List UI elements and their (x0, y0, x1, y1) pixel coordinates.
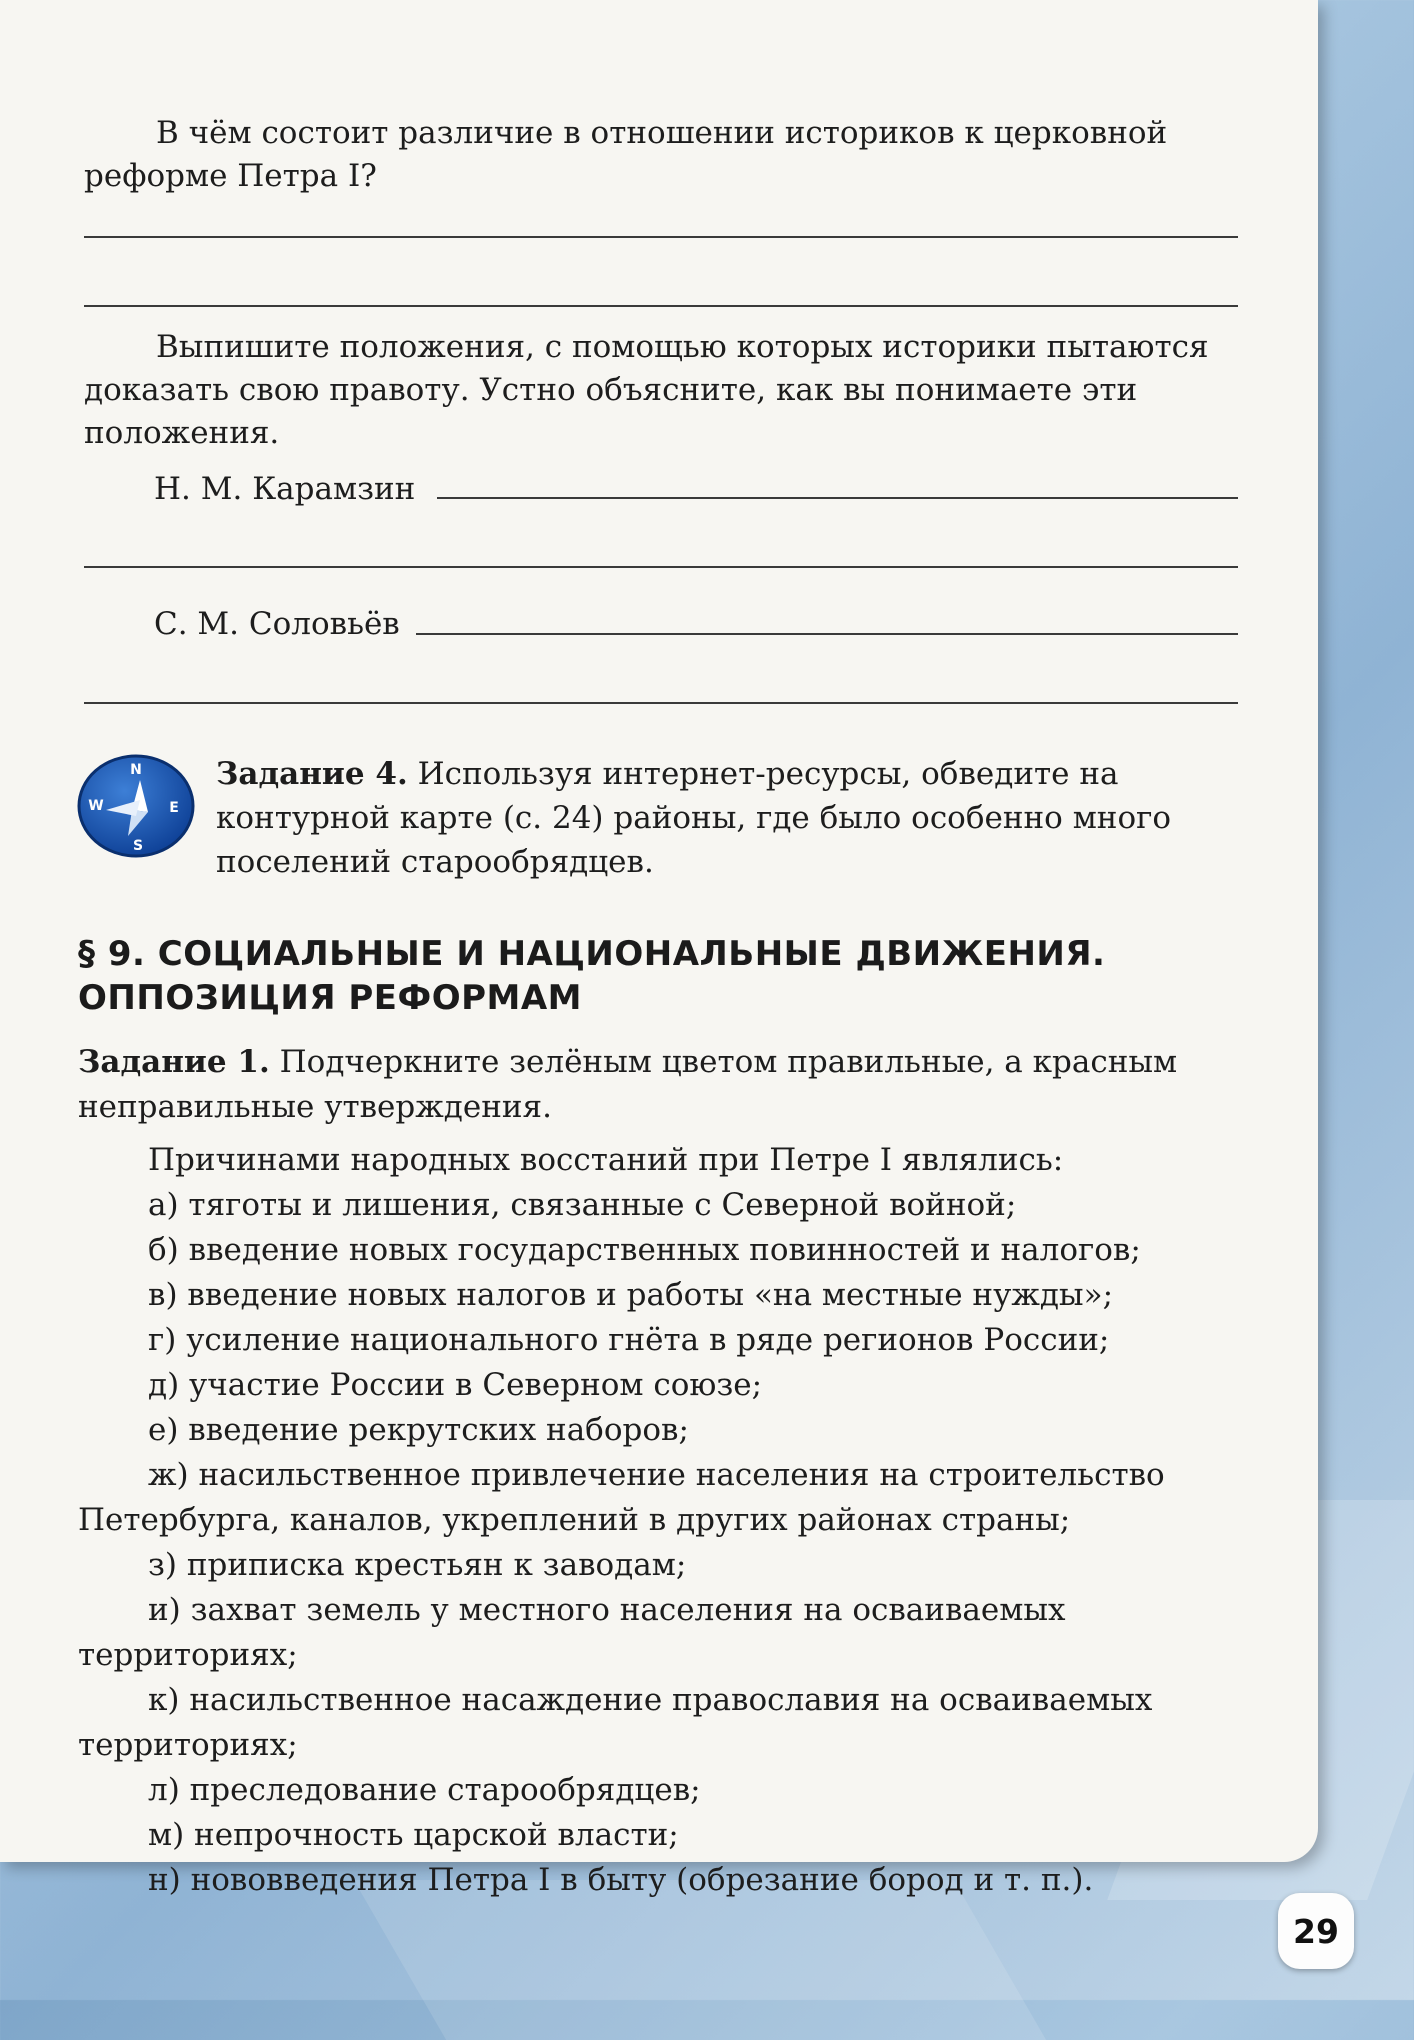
compass-west: W (88, 798, 104, 814)
list-item: ж) насильственное привлечение населения на строительство Петербурга, каналов, укреплений в других районах страны; (78, 1457, 1165, 1538)
answer-line[interactable] (84, 305, 1238, 307)
compass-south: S (132, 838, 144, 854)
task-4-label: Задание 4. (216, 756, 408, 792)
list-item: н) нововведения Петра I в быту (обрезание бород и т. п.). (148, 1862, 1094, 1898)
question-church-reform: В чём состоит различие в отношении историков к церковной реформе Петра I? (84, 115, 1168, 194)
section-heading-line1: § 9. СОЦИАЛЬНЫЕ И НАЦИОНАЛЬНЫЕ ДВИЖЕНИЯ. (78, 934, 1106, 974)
list-item: м) непрочность царской власти; (148, 1817, 679, 1853)
answer-line[interactable] (84, 566, 1238, 568)
list-item: г) усиление национального гнёта в ряде регионов России; (148, 1322, 1110, 1358)
list-item: з) приписка крестьян к заводам; (148, 1547, 687, 1583)
task-4 (216, 752, 1238, 884)
list-item: д) участие России в Северном союзе; (148, 1367, 763, 1403)
list-item: л) преследование старообрядцев; (148, 1772, 701, 1808)
list-item: к) насильственное насаждение православия на осваиваемых территориях; (78, 1682, 1153, 1763)
list-item: а) тяготы и лишения, связанные с Северной войной; (148, 1187, 1017, 1223)
answer-line[interactable] (416, 633, 1238, 635)
list-item: е) введение рекрутских наборов; (148, 1412, 689, 1448)
compass-icon (76, 750, 196, 860)
compass-east: E (169, 800, 179, 816)
list-item: б) введение новых государственных повинностей и налогов; (148, 1232, 1141, 1268)
historian-karamzin: Н. М. Карамзин (154, 471, 416, 507)
task-1-text: Подчеркните зелёным цветом правильные, а красным неправильные утверждения. (78, 1044, 1178, 1125)
background-shard (354, 1880, 1046, 2040)
page-number: 29 (1278, 1893, 1354, 1969)
list-intro: Причинами народных восстаний при Петре I являлись: (148, 1142, 1064, 1178)
answer-line[interactable] (84, 702, 1238, 704)
compass-north: N (130, 762, 142, 778)
answer-line[interactable] (437, 497, 1238, 499)
task-positions: Выпишите положения, с помощью которых историки пытаются доказать свою правоту. Устно объясните, как вы понимаете эти положения. (84, 329, 1209, 451)
list-item: в) введение новых налогов и работы «на местные нужды»; (148, 1277, 1114, 1313)
task-4-text: Используя интернет-ресурсы, обведите на контурной карте (с. 24) районы, где было особенно много поселений старообрядцев. (216, 756, 1172, 880)
answer-line[interactable] (84, 236, 1238, 238)
task-1 (78, 1040, 1238, 1130)
list-item: и) захват земель у местного населения на осваиваемых территориях; (78, 1592, 1066, 1673)
task-1-label: Задание 1. (78, 1044, 270, 1080)
section-heading-line2: ОППОЗИЦИЯ РЕФОРМАМ (78, 978, 583, 1018)
historian-solovyov: С. М. Соловьёв (154, 606, 400, 642)
statement-list (78, 1138, 1238, 1903)
section-heading (78, 932, 1105, 1020)
